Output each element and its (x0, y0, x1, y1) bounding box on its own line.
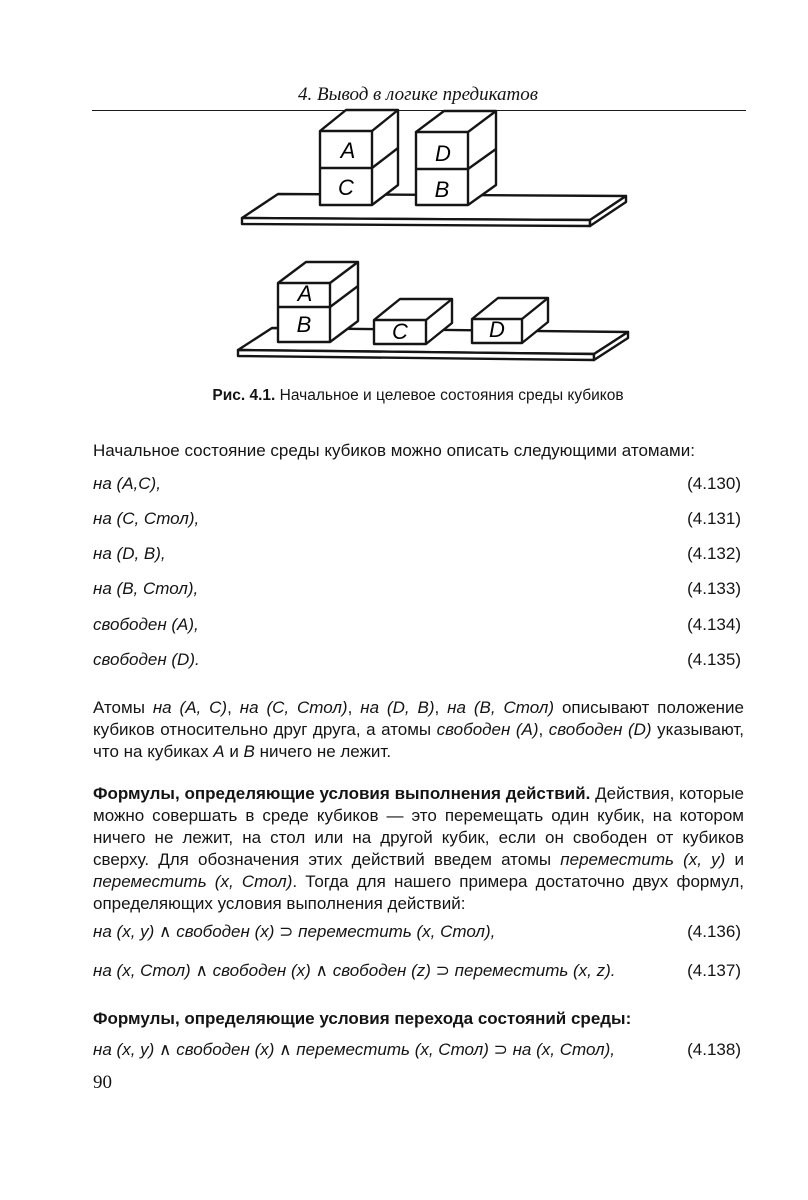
atom-line (93, 650, 745, 674)
atom-expression: на (A,C), (93, 474, 161, 493)
top-stack-2 (416, 111, 496, 205)
cube-label: D (435, 141, 451, 166)
running-header: 4. Вывод в логике предикатов (297, 84, 539, 105)
bottom-stack (278, 262, 358, 342)
cube-label: A (340, 138, 356, 163)
section-heading: Формулы, определяющие условия выполнения действий. (93, 784, 591, 803)
formula-expression: на (x, Стол) ∧ свободен (x) ∧ свободен (z) ⊃ переместить (x, z). (93, 961, 616, 980)
equation-number: (4.133) (687, 579, 741, 598)
figure-caption (92, 387, 744, 405)
atom-line (93, 579, 745, 603)
cube-label: B (296, 312, 312, 337)
cube-label: C (392, 319, 408, 344)
equation-number: (4.136) (687, 922, 741, 941)
cube-label: D (489, 317, 505, 342)
formula-line (93, 1040, 745, 1064)
atom-expression: на (C, Стол), (93, 509, 200, 528)
caption-label: Рис. 4.1. (212, 387, 276, 404)
formula-expression: на (x, y) ∧ свободен (x) ∧ переместить (x, Стол) ⊃ на (x, Стол), (93, 1040, 616, 1059)
atom-expression: на (D, B), (93, 544, 166, 563)
formula-line (93, 922, 745, 946)
equation-number: (4.132) (687, 544, 741, 563)
paragraph-action-conditions: Формулы, определяющие условия выполнения действий. Действия, которые можно совершать в среде кубиков — это перемещать один кубик, на котором ничего не лежит, на стол или на другой кубик, если он свободен от кубиков сверху. Для обозначения этих действий введем атомы переместить (x, y) и переместить (x, Стол). Тогда для нашего примера достаточно двух формул, определяющих условия выполнения действий: (93, 784, 745, 913)
atom-expression: свободен (D). (93, 650, 200, 669)
equation-number: (4.135) (687, 650, 741, 669)
section-heading-transitions: Формулы, определяющие условия перехода состояний среды: (93, 1009, 632, 1028)
page-number: 90 (93, 1072, 112, 1093)
atom-line (93, 615, 745, 639)
caption-text: Начальное и целевое состояния среды кубиков (279, 387, 624, 404)
blocks-figure (0, 0, 808, 380)
atom-expression: на (B, Стол), (93, 579, 199, 598)
atom-line (93, 544, 745, 568)
formula-line (93, 961, 745, 985)
cube-label: C (338, 175, 354, 200)
atom-line (93, 474, 745, 498)
equation-number: (4.134) (687, 615, 741, 634)
top-stack-1 (320, 110, 398, 205)
equation-number: (4.130) (687, 474, 741, 493)
equation-number: (4.138) (687, 1040, 741, 1059)
atom-line (93, 509, 745, 533)
cube-label: B (434, 177, 450, 202)
formula-expression: на (x, y) ∧ свободен (x) ⊃ переместить (x, Стол), (93, 922, 496, 941)
cube-label: A (297, 281, 313, 306)
equation-number: (4.137) (687, 961, 741, 980)
paragraph-atoms-explanation: Атомы на (A, C), на (C, Стол), на (D, B), на (B, Стол) описывают положение кубиков относительно друг друга, а атомы свободен (A), свободен (D) указывают, что на кубиках A и B ничего не лежит. (93, 698, 745, 761)
intro-sentence: Начальное состояние среды кубиков можно описать следующими атомами: (93, 441, 695, 460)
equation-number: (4.131) (687, 509, 741, 528)
atom-expression: свободен (A), (93, 615, 199, 634)
